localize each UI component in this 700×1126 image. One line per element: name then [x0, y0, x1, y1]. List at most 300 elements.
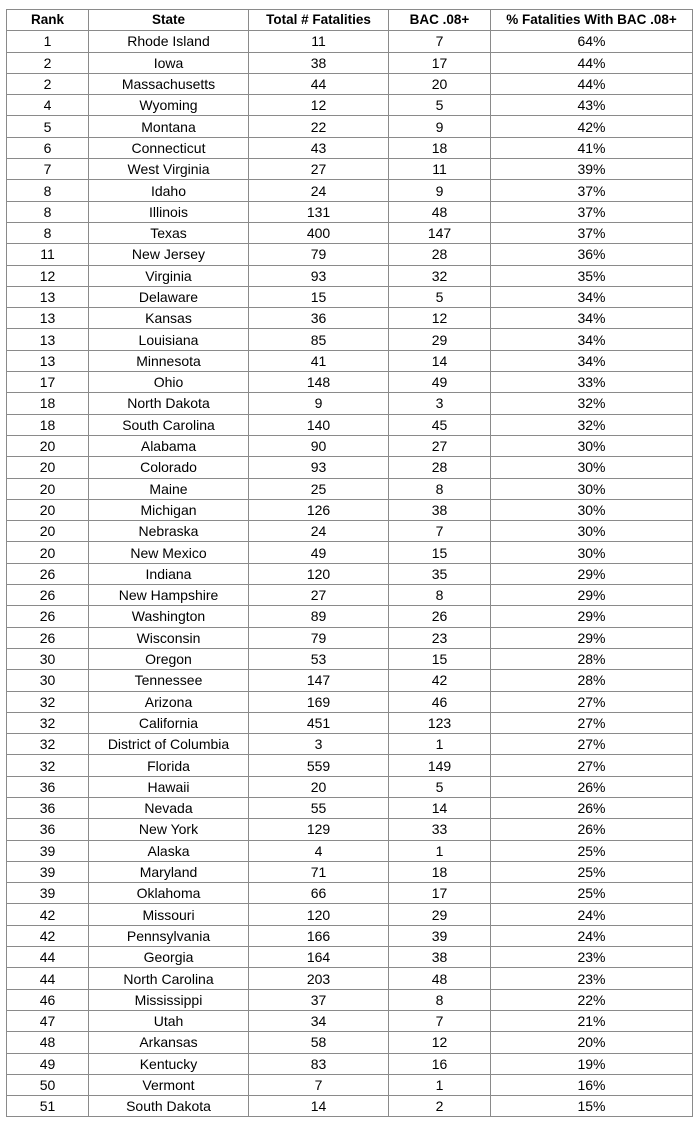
table-row: [7, 925, 693, 946]
cell-rank: 30: [7, 648, 89, 669]
cell-pct-fatalities-bac: 20%: [491, 1032, 693, 1053]
table-row: [7, 222, 693, 243]
cell-pct-fatalities-bac: 23%: [491, 968, 693, 989]
cell-state: Delaware: [89, 286, 249, 307]
table-row: [7, 861, 693, 882]
cell-state: Alaska: [89, 840, 249, 861]
cell-rank: 42: [7, 925, 89, 946]
table-row: [7, 883, 693, 904]
cell-total-fatalities: 129: [249, 819, 389, 840]
cell-state: California: [89, 712, 249, 733]
cell-state: Maryland: [89, 861, 249, 882]
cell-bac: 26: [389, 606, 491, 627]
cell-total-fatalities: 79: [249, 244, 389, 265]
cell-pct-fatalities-bac: 24%: [491, 904, 693, 925]
table-row: [7, 606, 693, 627]
cell-pct-fatalities-bac: 30%: [491, 457, 693, 478]
cell-rank: 26: [7, 585, 89, 606]
table-row: [7, 1010, 693, 1031]
cell-total-fatalities: 147: [249, 670, 389, 691]
cell-pct-fatalities-bac: 41%: [491, 137, 693, 158]
cell-pct-fatalities-bac: 25%: [491, 861, 693, 882]
table-body: [7, 31, 693, 1117]
table-row: [7, 648, 693, 669]
cell-total-fatalities: 27: [249, 585, 389, 606]
cell-rank: 20: [7, 478, 89, 499]
table-row: [7, 308, 693, 329]
cell-total-fatalities: 90: [249, 435, 389, 456]
cell-bac: 12: [389, 1032, 491, 1053]
cell-total-fatalities: 79: [249, 627, 389, 648]
cell-bac: 18: [389, 861, 491, 882]
cell-bac: 23: [389, 627, 491, 648]
cell-pct-fatalities-bac: 25%: [491, 840, 693, 861]
table-row: [7, 73, 693, 94]
cell-pct-fatalities-bac: 28%: [491, 648, 693, 669]
cell-bac: 28: [389, 457, 491, 478]
cell-state: South Dakota: [89, 1096, 249, 1117]
cell-rank: 2: [7, 52, 89, 73]
table-row: [7, 755, 693, 776]
cell-pct-fatalities-bac: 34%: [491, 308, 693, 329]
cell-total-fatalities: 451: [249, 712, 389, 733]
cell-state: Georgia: [89, 947, 249, 968]
cell-total-fatalities: 93: [249, 457, 389, 478]
table-row: [7, 159, 693, 180]
cell-total-fatalities: 120: [249, 904, 389, 925]
cell-rank: 20: [7, 521, 89, 542]
cell-rank: 39: [7, 840, 89, 861]
cell-bac: 9: [389, 180, 491, 201]
cell-total-fatalities: 37: [249, 989, 389, 1010]
cell-bac: 9: [389, 116, 491, 137]
table-row: [7, 499, 693, 520]
cell-total-fatalities: 20: [249, 776, 389, 797]
cell-total-fatalities: 120: [249, 563, 389, 584]
cell-total-fatalities: 15: [249, 286, 389, 307]
cell-rank: 13: [7, 308, 89, 329]
cell-total-fatalities: 49: [249, 542, 389, 563]
table-row: [7, 989, 693, 1010]
cell-bac: 39: [389, 925, 491, 946]
cell-total-fatalities: 85: [249, 329, 389, 350]
cell-total-fatalities: 203: [249, 968, 389, 989]
cell-total-fatalities: 83: [249, 1053, 389, 1074]
cell-pct-fatalities-bac: 30%: [491, 435, 693, 456]
cell-total-fatalities: 169: [249, 691, 389, 712]
cell-state: Arizona: [89, 691, 249, 712]
cell-pct-fatalities-bac: 37%: [491, 222, 693, 243]
cell-rank: 36: [7, 819, 89, 840]
table-row: [7, 201, 693, 222]
cell-bac: 17: [389, 52, 491, 73]
cell-bac: 17: [389, 883, 491, 904]
cell-state: Alabama: [89, 435, 249, 456]
cell-rank: 50: [7, 1074, 89, 1095]
cell-bac: 15: [389, 542, 491, 563]
cell-pct-fatalities-bac: 39%: [491, 159, 693, 180]
cell-rank: 20: [7, 542, 89, 563]
cell-state: Connecticut: [89, 137, 249, 158]
cell-rank: 2: [7, 73, 89, 94]
cell-total-fatalities: 164: [249, 947, 389, 968]
cell-bac: 18: [389, 137, 491, 158]
cell-bac: 20: [389, 73, 491, 94]
table-row: [7, 585, 693, 606]
cell-state: Minnesota: [89, 350, 249, 371]
cell-state: Tennessee: [89, 670, 249, 691]
table-row: [7, 840, 693, 861]
cell-total-fatalities: 89: [249, 606, 389, 627]
table-row: [7, 116, 693, 137]
cell-state: Texas: [89, 222, 249, 243]
cell-rank: 8: [7, 201, 89, 222]
cell-bac: 28: [389, 244, 491, 265]
cell-pct-fatalities-bac: 29%: [491, 627, 693, 648]
cell-pct-fatalities-bac: 26%: [491, 819, 693, 840]
cell-bac: 16: [389, 1053, 491, 1074]
cell-bac: 49: [389, 372, 491, 393]
cell-rank: 36: [7, 776, 89, 797]
cell-bac: 7: [389, 1010, 491, 1031]
cell-state: Arkansas: [89, 1032, 249, 1053]
cell-bac: 1: [389, 734, 491, 755]
header-row: [7, 10, 693, 31]
table-row: [7, 478, 693, 499]
cell-bac: 5: [389, 776, 491, 797]
cell-total-fatalities: 55: [249, 797, 389, 818]
table-row: [7, 265, 693, 286]
cell-bac: 38: [389, 499, 491, 520]
cell-bac: 2: [389, 1096, 491, 1117]
cell-pct-fatalities-bac: 36%: [491, 244, 693, 265]
cell-pct-fatalities-bac: 30%: [491, 478, 693, 499]
table-row: [7, 797, 693, 818]
cell-bac: 33: [389, 819, 491, 840]
cell-state: Nevada: [89, 797, 249, 818]
cell-rank: 4: [7, 95, 89, 116]
cell-bac: 147: [389, 222, 491, 243]
cell-pct-fatalities-bac: 64%: [491, 31, 693, 52]
cell-state: Idaho: [89, 180, 249, 201]
cell-state: Florida: [89, 755, 249, 776]
cell-state: New Hampshire: [89, 585, 249, 606]
cell-total-fatalities: 53: [249, 648, 389, 669]
header-bac: BAC .08+: [389, 10, 491, 31]
table-row: [7, 1074, 693, 1095]
cell-state: Nebraska: [89, 521, 249, 542]
header-total-fatalities: Total # Fatalities: [249, 10, 389, 31]
cell-rank: 12: [7, 265, 89, 286]
cell-rank: 18: [7, 393, 89, 414]
cell-pct-fatalities-bac: 32%: [491, 414, 693, 435]
cell-total-fatalities: 12: [249, 95, 389, 116]
cell-rank: 20: [7, 435, 89, 456]
cell-bac: 1: [389, 1074, 491, 1095]
cell-state: Kansas: [89, 308, 249, 329]
cell-rank: 39: [7, 861, 89, 882]
cell-rank: 26: [7, 606, 89, 627]
cell-bac: 3: [389, 393, 491, 414]
cell-bac: 12: [389, 308, 491, 329]
cell-total-fatalities: 66: [249, 883, 389, 904]
cell-total-fatalities: 148: [249, 372, 389, 393]
cell-state: New York: [89, 819, 249, 840]
cell-total-fatalities: 4: [249, 840, 389, 861]
header-pct-fatalities-bac: % Fatalities With BAC .08+: [491, 10, 693, 31]
cell-pct-fatalities-bac: 30%: [491, 521, 693, 542]
cell-bac: 38: [389, 947, 491, 968]
cell-bac: 149: [389, 755, 491, 776]
cell-total-fatalities: 11: [249, 31, 389, 52]
cell-state: West Virginia: [89, 159, 249, 180]
cell-total-fatalities: 22: [249, 116, 389, 137]
cell-rank: 32: [7, 712, 89, 733]
table-row: [7, 393, 693, 414]
cell-rank: 49: [7, 1053, 89, 1074]
table-row: [7, 137, 693, 158]
cell-rank: 20: [7, 499, 89, 520]
cell-rank: 13: [7, 329, 89, 350]
table-row: [7, 52, 693, 73]
header-state: State: [89, 10, 249, 31]
cell-rank: 39: [7, 883, 89, 904]
table-row: [7, 904, 693, 925]
cell-total-fatalities: 131: [249, 201, 389, 222]
cell-bac: 8: [389, 585, 491, 606]
cell-state: Michigan: [89, 499, 249, 520]
cell-bac: 14: [389, 797, 491, 818]
cell-rank: 13: [7, 350, 89, 371]
cell-state: Iowa: [89, 52, 249, 73]
cell-pct-fatalities-bac: 35%: [491, 265, 693, 286]
cell-pct-fatalities-bac: 44%: [491, 73, 693, 94]
cell-state: Mississippi: [89, 989, 249, 1010]
cell-pct-fatalities-bac: 37%: [491, 201, 693, 222]
cell-state: Illinois: [89, 201, 249, 222]
cell-rank: 42: [7, 904, 89, 925]
cell-total-fatalities: 24: [249, 521, 389, 542]
cell-total-fatalities: 58: [249, 1032, 389, 1053]
table-row: [7, 414, 693, 435]
table-row: [7, 670, 693, 691]
cell-state: Hawaii: [89, 776, 249, 797]
cell-pct-fatalities-bac: 27%: [491, 755, 693, 776]
cell-state: Indiana: [89, 563, 249, 584]
cell-rank: 44: [7, 968, 89, 989]
cell-total-fatalities: 27: [249, 159, 389, 180]
cell-bac: 8: [389, 989, 491, 1010]
cell-total-fatalities: 24: [249, 180, 389, 201]
cell-pct-fatalities-bac: 34%: [491, 350, 693, 371]
cell-rank: 11: [7, 244, 89, 265]
cell-state: New Mexico: [89, 542, 249, 563]
cell-rank: 8: [7, 180, 89, 201]
cell-bac: 8: [389, 478, 491, 499]
cell-pct-fatalities-bac: 16%: [491, 1074, 693, 1095]
cell-pct-fatalities-bac: 23%: [491, 947, 693, 968]
cell-pct-fatalities-bac: 21%: [491, 1010, 693, 1031]
cell-bac: 27: [389, 435, 491, 456]
cell-rank: 48: [7, 1032, 89, 1053]
table-row: [7, 286, 693, 307]
cell-rank: 51: [7, 1096, 89, 1117]
cell-rank: 17: [7, 372, 89, 393]
cell-state: District of Columbia: [89, 734, 249, 755]
cell-rank: 5: [7, 116, 89, 137]
cell-rank: 46: [7, 989, 89, 1010]
cell-rank: 47: [7, 1010, 89, 1031]
table-row: [7, 968, 693, 989]
cell-pct-fatalities-bac: 30%: [491, 499, 693, 520]
cell-state: Virginia: [89, 265, 249, 286]
table-row: [7, 31, 693, 52]
cell-state: Washington: [89, 606, 249, 627]
cell-total-fatalities: 25: [249, 478, 389, 499]
cell-total-fatalities: 140: [249, 414, 389, 435]
cell-pct-fatalities-bac: 19%: [491, 1053, 693, 1074]
cell-bac: 48: [389, 968, 491, 989]
cell-total-fatalities: 559: [249, 755, 389, 776]
table-row: [7, 712, 693, 733]
cell-pct-fatalities-bac: 27%: [491, 712, 693, 733]
table-row: [7, 947, 693, 968]
cell-pct-fatalities-bac: 33%: [491, 372, 693, 393]
cell-total-fatalities: 34: [249, 1010, 389, 1031]
cell-state: Missouri: [89, 904, 249, 925]
cell-bac: 7: [389, 521, 491, 542]
cell-rank: 32: [7, 734, 89, 755]
cell-pct-fatalities-bac: 24%: [491, 925, 693, 946]
table-row: [7, 329, 693, 350]
cell-total-fatalities: 41: [249, 350, 389, 371]
table-row: [7, 734, 693, 755]
cell-pct-fatalities-bac: 30%: [491, 542, 693, 563]
fatalities-table: [6, 9, 693, 1117]
cell-state: New Jersey: [89, 244, 249, 265]
cell-state: Wisconsin: [89, 627, 249, 648]
cell-state: Oregon: [89, 648, 249, 669]
table-row: [7, 1032, 693, 1053]
cell-state: Wyoming: [89, 95, 249, 116]
cell-rank: 36: [7, 797, 89, 818]
cell-pct-fatalities-bac: 15%: [491, 1096, 693, 1117]
table-row: [7, 244, 693, 265]
cell-pct-fatalities-bac: 26%: [491, 776, 693, 797]
cell-pct-fatalities-bac: 42%: [491, 116, 693, 137]
cell-state: Vermont: [89, 1074, 249, 1095]
cell-bac: 32: [389, 265, 491, 286]
cell-pct-fatalities-bac: 37%: [491, 180, 693, 201]
table-row: [7, 776, 693, 797]
cell-total-fatalities: 71: [249, 861, 389, 882]
cell-pct-fatalities-bac: 32%: [491, 393, 693, 414]
table-row: [7, 457, 693, 478]
cell-total-fatalities: 126: [249, 499, 389, 520]
cell-state: Kentucky: [89, 1053, 249, 1074]
cell-pct-fatalities-bac: 29%: [491, 606, 693, 627]
cell-total-fatalities: 93: [249, 265, 389, 286]
cell-pct-fatalities-bac: 25%: [491, 883, 693, 904]
cell-total-fatalities: 166: [249, 925, 389, 946]
cell-total-fatalities: 44: [249, 73, 389, 94]
cell-bac: 35: [389, 563, 491, 584]
cell-rank: 44: [7, 947, 89, 968]
cell-state: North Dakota: [89, 393, 249, 414]
table-row: [7, 372, 693, 393]
cell-rank: 13: [7, 286, 89, 307]
cell-pct-fatalities-bac: 34%: [491, 286, 693, 307]
cell-pct-fatalities-bac: 29%: [491, 585, 693, 606]
cell-state: Rhode Island: [89, 31, 249, 52]
cell-pct-fatalities-bac: 26%: [491, 797, 693, 818]
cell-state: Utah: [89, 1010, 249, 1031]
cell-pct-fatalities-bac: 22%: [491, 989, 693, 1010]
cell-rank: 26: [7, 563, 89, 584]
cell-pct-fatalities-bac: 27%: [491, 734, 693, 755]
cell-state: Massachusetts: [89, 73, 249, 94]
cell-bac: 11: [389, 159, 491, 180]
header-rank: Rank: [7, 10, 89, 31]
cell-rank: 1: [7, 31, 89, 52]
cell-total-fatalities: 14: [249, 1096, 389, 1117]
table-row: [7, 435, 693, 456]
cell-pct-fatalities-bac: 34%: [491, 329, 693, 350]
cell-state: Maine: [89, 478, 249, 499]
cell-bac: 29: [389, 329, 491, 350]
cell-total-fatalities: 36: [249, 308, 389, 329]
cell-state: Montana: [89, 116, 249, 137]
cell-rank: 32: [7, 691, 89, 712]
table-row: [7, 1053, 693, 1074]
cell-total-fatalities: 3: [249, 734, 389, 755]
cell-bac: 45: [389, 414, 491, 435]
table-row: [7, 350, 693, 371]
cell-total-fatalities: 400: [249, 222, 389, 243]
cell-bac: 5: [389, 286, 491, 307]
cell-state: Pennsylvania: [89, 925, 249, 946]
cell-bac: 46: [389, 691, 491, 712]
cell-bac: 7: [389, 31, 491, 52]
table-row: [7, 542, 693, 563]
cell-bac: 15: [389, 648, 491, 669]
cell-state: Colorado: [89, 457, 249, 478]
cell-pct-fatalities-bac: 43%: [491, 95, 693, 116]
cell-pct-fatalities-bac: 29%: [491, 563, 693, 584]
cell-pct-fatalities-bac: 27%: [491, 691, 693, 712]
cell-rank: 32: [7, 755, 89, 776]
table-row: [7, 95, 693, 116]
cell-bac: 123: [389, 712, 491, 733]
cell-bac: 48: [389, 201, 491, 222]
cell-bac: 42: [389, 670, 491, 691]
cell-state: Ohio: [89, 372, 249, 393]
cell-rank: 26: [7, 627, 89, 648]
cell-pct-fatalities-bac: 44%: [491, 52, 693, 73]
cell-bac: 14: [389, 350, 491, 371]
cell-state: Louisiana: [89, 329, 249, 350]
cell-rank: 20: [7, 457, 89, 478]
table-row: [7, 819, 693, 840]
cell-rank: 30: [7, 670, 89, 691]
table-row: [7, 563, 693, 584]
cell-rank: 6: [7, 137, 89, 158]
cell-rank: 8: [7, 222, 89, 243]
cell-bac: 5: [389, 95, 491, 116]
table-row: [7, 691, 693, 712]
cell-bac: 1: [389, 840, 491, 861]
cell-bac: 29: [389, 904, 491, 925]
